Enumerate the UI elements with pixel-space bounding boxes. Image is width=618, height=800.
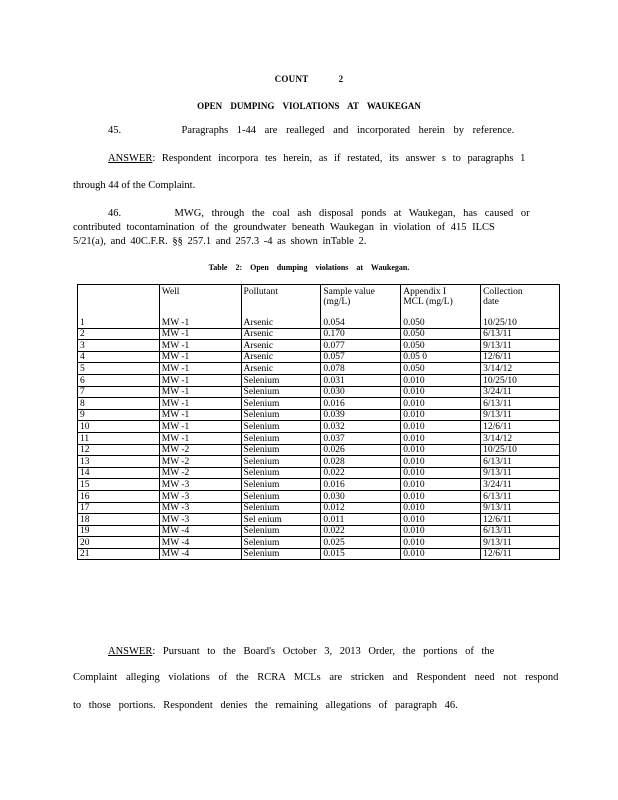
table-body <box>78 317 560 560</box>
well-cell: MW -1 <box>159 432 241 444</box>
table-row <box>78 432 560 444</box>
mcl-cell: 0.010 <box>401 386 481 398</box>
answer-2-text: : Pursuant to the Board's October 3, 2013 Order, the portions of the <box>152 646 495 657</box>
pollutant-cell: Selenium <box>241 525 321 537</box>
well-cell: MW -1 <box>159 317 241 328</box>
well-cell: MW -1 <box>159 363 241 375</box>
pollutant-cell: Arsenic <box>241 328 321 340</box>
pollutant-cell: Selenium <box>241 479 321 491</box>
collection-date-cell: 6/13/11 <box>481 490 560 502</box>
table-row <box>78 548 560 560</box>
answer-1-label: ANSWER <box>108 153 153 164</box>
collection-date-cell: 9/13/11 <box>481 409 560 421</box>
pollutant-cell: Arsenic <box>241 363 321 375</box>
collection-date-cell: 6/13/11 <box>481 398 560 410</box>
table-row <box>78 444 560 456</box>
sample-value-cell: 0.054 <box>321 317 401 328</box>
paragraph-45 <box>108 125 514 136</box>
mcl-cell: 0.010 <box>401 525 481 537</box>
header-pollutant: Pollutant <box>241 285 321 318</box>
row-index: 18 <box>78 514 160 526</box>
pollutant-cell: Selenium <box>241 502 321 514</box>
pollutant-cell: Selenium <box>241 432 321 444</box>
answer-1-line-2: through 44 of the Complaint. <box>73 180 196 191</box>
mcl-cell: 0.010 <box>401 432 481 444</box>
well-cell: MW -1 <box>159 374 241 386</box>
mcl-cell: 0.010 <box>401 409 481 421</box>
sample-value-cell: 0.077 <box>321 340 401 352</box>
answer-2-line-1 <box>108 646 494 657</box>
well-cell: MW -3 <box>159 502 241 514</box>
mcl-cell: 0.010 <box>401 537 481 549</box>
table-row <box>78 340 560 352</box>
well-cell: MW -1 <box>159 386 241 398</box>
table-row <box>78 317 560 328</box>
pollutant-cell: Selenium <box>241 421 321 433</box>
row-index: 4 <box>78 351 160 363</box>
pollutant-cell: Selenium <box>241 444 321 456</box>
collection-date-cell: 10/25/10 <box>481 374 560 386</box>
row-index: 11 <box>78 432 160 444</box>
collection-date-cell: 12/6/11 <box>481 548 560 560</box>
mcl-cell: 0.010 <box>401 444 481 456</box>
sample-value-cell: 0.022 <box>321 525 401 537</box>
violations-table <box>77 284 560 560</box>
answer-2-line-3: to those portions. Respondent denies the remaining allegations of paragraph 46. <box>73 700 458 711</box>
header-index <box>78 285 160 318</box>
collection-date-cell: 3/14/12 <box>481 363 560 375</box>
collection-date-cell: 10/25/10 <box>481 317 560 328</box>
well-cell: MW -2 <box>159 467 241 479</box>
table-caption: Table 2: Open dumping violations at Waukegan. <box>208 263 410 272</box>
pollutant-cell: Selenium <box>241 467 321 479</box>
header-collection-date: Collection date <box>481 285 560 318</box>
mcl-cell: 0.010 <box>401 548 481 560</box>
mcl-cell: 0.010 <box>401 398 481 410</box>
pollutant-cell: Selenium <box>241 456 321 468</box>
row-index: 5 <box>78 363 160 375</box>
header-well: Well <box>159 285 241 318</box>
table-row <box>78 421 560 433</box>
sample-value-cell: 0.015 <box>321 548 401 560</box>
pollutant-cell: Arsenic <box>241 351 321 363</box>
table-row <box>78 398 560 410</box>
row-index: 14 <box>78 467 160 479</box>
table-row <box>78 514 560 526</box>
table-row <box>78 479 560 491</box>
sample-value-cell: 0.030 <box>321 386 401 398</box>
count-number: 2 <box>338 74 344 84</box>
sample-value-cell: 0.011 <box>321 514 401 526</box>
well-cell: MW -4 <box>159 548 241 560</box>
well-cell: MW -3 <box>159 514 241 526</box>
mcl-cell: 0.010 <box>401 502 481 514</box>
well-cell: MW -4 <box>159 537 241 549</box>
sample-value-cell: 0.078 <box>321 363 401 375</box>
collection-date-cell: 10/25/10 <box>481 444 560 456</box>
pollutant-cell: Selenium <box>241 398 321 410</box>
sample-value-cell: 0.037 <box>321 432 401 444</box>
sample-value-cell: 0.032 <box>321 421 401 433</box>
count-subtitle: OPEN DUMPING VIOLATIONS AT WAUKEGAN <box>197 101 421 111</box>
table-row <box>78 374 560 386</box>
mcl-cell: 0.05 0 <box>401 351 481 363</box>
collection-date-cell: 9/13/11 <box>481 467 560 479</box>
table-header-row <box>78 285 560 318</box>
answer-2-label: ANSWER <box>108 646 153 657</box>
paragraph-46-text: MWG, through the coal ash disposal ponds at Waukegan, has caused or <box>174 208 530 219</box>
collection-date-cell: 6/13/11 <box>481 456 560 468</box>
well-cell: MW -2 <box>159 444 241 456</box>
mcl-cell: 0.010 <box>401 421 481 433</box>
row-index: 13 <box>78 456 160 468</box>
well-cell: MW -4 <box>159 525 241 537</box>
collection-date-cell: 9/13/11 <box>481 340 560 352</box>
collection-date-cell: 3/14/12 <box>481 432 560 444</box>
row-index: 3 <box>78 340 160 352</box>
paragraph-46-line-1 <box>108 208 530 219</box>
mcl-cell: 0.010 <box>401 490 481 502</box>
mcl-cell: 0.050 <box>401 340 481 352</box>
collection-date-cell: 12/6/11 <box>481 351 560 363</box>
row-index: 1 <box>78 317 160 328</box>
table-row <box>78 537 560 549</box>
header-sample-value: Sample value (mg/L) <box>321 285 401 318</box>
pollutant-cell: Sel enium <box>241 514 321 526</box>
sample-value-cell: 0.022 <box>321 467 401 479</box>
collection-date-cell: 3/24/11 <box>481 386 560 398</box>
table-row <box>78 409 560 421</box>
sample-value-cell: 0.016 <box>321 398 401 410</box>
well-cell: MW -3 <box>159 479 241 491</box>
collection-date-cell: 9/13/11 <box>481 502 560 514</box>
mcl-cell: 0.010 <box>401 514 481 526</box>
count-heading <box>0 74 618 84</box>
collection-date-cell: 3/24/11 <box>481 479 560 491</box>
sample-value-cell: 0.025 <box>321 537 401 549</box>
row-index: 8 <box>78 398 160 410</box>
table-row <box>78 328 560 340</box>
table-row <box>78 490 560 502</box>
header-mcl: Appendix I MCL (mg/L) <box>401 285 481 318</box>
sample-value-cell: 0.026 <box>321 444 401 456</box>
collection-date-cell: 12/6/11 <box>481 421 560 433</box>
answer-2-line-2: Complaint alleging violations of the RCRA MCLs are stricken and Respondent need not respond <box>73 672 559 683</box>
mcl-cell: 0.050 <box>401 317 481 328</box>
paragraph-46-line-2: contributed tocontamination of the groundwater beneath Waukegan in violation of 415 ILCS <box>73 222 495 233</box>
row-index: 12 <box>78 444 160 456</box>
pollutant-cell: Selenium <box>241 548 321 560</box>
table-row <box>78 386 560 398</box>
sample-value-cell: 0.031 <box>321 374 401 386</box>
collection-date-cell: 12/6/11 <box>481 514 560 526</box>
table-row <box>78 351 560 363</box>
row-index: 19 <box>78 525 160 537</box>
row-index: 9 <box>78 409 160 421</box>
row-index: 7 <box>78 386 160 398</box>
sample-value-cell: 0.057 <box>321 351 401 363</box>
row-index: 17 <box>78 502 160 514</box>
table-row <box>78 502 560 514</box>
well-cell: MW -1 <box>159 398 241 410</box>
well-cell: MW -3 <box>159 490 241 502</box>
pollutant-cell: Arsenic <box>241 340 321 352</box>
sample-value-cell: 0.170 <box>321 328 401 340</box>
paragraph-45-text: Paragraphs 1-44 are realleged and incorporated herein by reference. <box>181 125 515 136</box>
mcl-cell: 0.010 <box>401 456 481 468</box>
mcl-cell: 0.050 <box>401 363 481 375</box>
mcl-cell: 0.050 <box>401 328 481 340</box>
row-index: 21 <box>78 548 160 560</box>
sample-value-cell: 0.016 <box>321 479 401 491</box>
well-cell: MW -1 <box>159 340 241 352</box>
paragraph-46-number: 46. <box>108 208 122 219</box>
mcl-cell: 0.010 <box>401 467 481 479</box>
count-label: COUNT <box>274 74 309 84</box>
well-cell: MW -1 <box>159 351 241 363</box>
sample-value-cell: 0.028 <box>321 456 401 468</box>
collection-date-cell: 9/13/11 <box>481 537 560 549</box>
pollutant-cell: Selenium <box>241 409 321 421</box>
well-cell: MW -1 <box>159 421 241 433</box>
pollutant-cell: Selenium <box>241 537 321 549</box>
row-index: 16 <box>78 490 160 502</box>
sample-value-cell: 0.012 <box>321 502 401 514</box>
mcl-cell: 0.010 <box>401 479 481 491</box>
pollutant-cell: Selenium <box>241 490 321 502</box>
paragraph-45-number: 45. <box>108 125 122 136</box>
sample-value-cell: 0.039 <box>321 409 401 421</box>
pollutant-cell: Selenium <box>241 386 321 398</box>
row-index: 20 <box>78 537 160 549</box>
collection-date-cell: 6/13/11 <box>481 525 560 537</box>
row-index: 10 <box>78 421 160 433</box>
answer-1-line-1 <box>108 153 525 164</box>
collection-date-cell: 6/13/11 <box>481 328 560 340</box>
row-index: 6 <box>78 374 160 386</box>
paragraph-46-line-3: 5/21(a), and 40C.F.R. §§ 257.1 and 257.3 -4 as shown inTable 2. <box>73 236 367 247</box>
table-row <box>78 525 560 537</box>
well-cell: MW -1 <box>159 328 241 340</box>
sample-value-cell: 0.030 <box>321 490 401 502</box>
mcl-cell: 0.010 <box>401 374 481 386</box>
well-cell: MW -2 <box>159 456 241 468</box>
row-index: 15 <box>78 479 160 491</box>
table-row <box>78 456 560 468</box>
table-row <box>78 363 560 375</box>
table-row <box>78 467 560 479</box>
pollutant-cell: Arsenic <box>241 317 321 328</box>
answer-1-text: : Respondent incorpora tes herein, as if restated, its answer s to paragraphs 1 <box>152 153 526 164</box>
well-cell: MW -1 <box>159 409 241 421</box>
pollutant-cell: Selenium <box>241 374 321 386</box>
row-index: 2 <box>78 328 160 340</box>
